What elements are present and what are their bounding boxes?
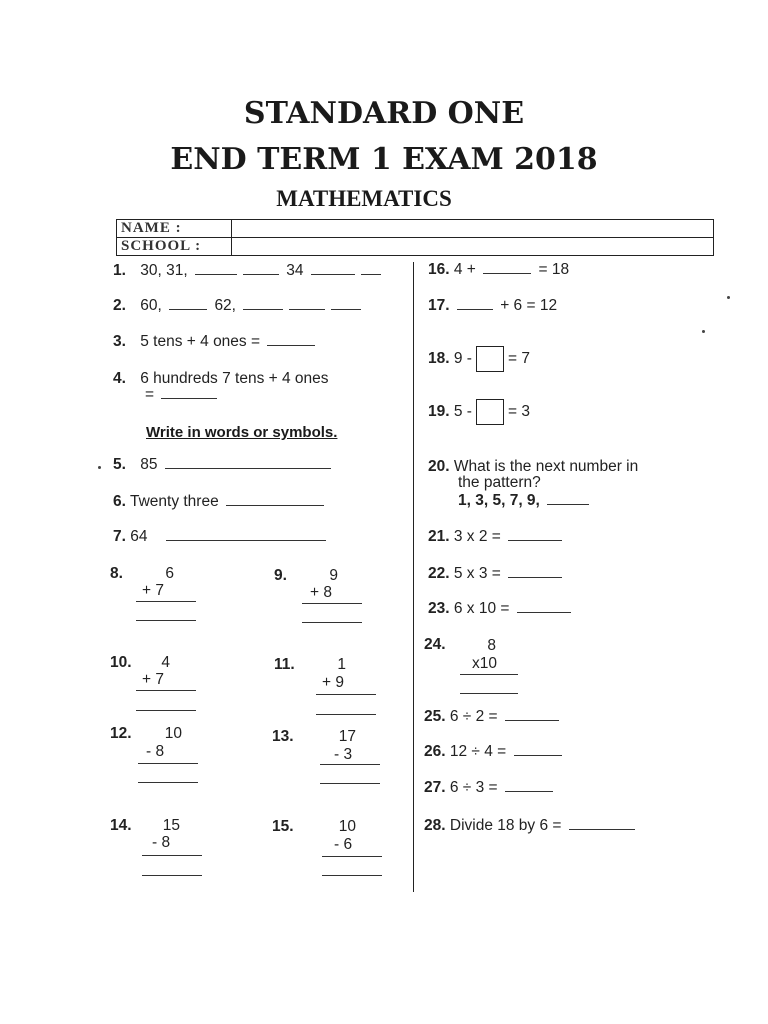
answer-blank[interactable] [161,386,217,399]
question-13-number: 13. [272,728,294,745]
question-10-bottom: + 7 [142,671,164,688]
question-23: 23. 6 x 10 = [428,600,574,618]
answer-line[interactable] [322,875,382,876]
sum-line [136,690,196,691]
answer-blank[interactable] [508,565,562,578]
sum-line [316,694,376,695]
question-28: 28. Divide 18 by 6 = [424,817,638,835]
question-15-top: 10 [338,818,356,835]
answer-blank[interactable] [195,262,237,275]
question-22: 22. 5 x 3 = [428,565,565,583]
question-14-top: 15 [162,817,180,834]
subject-title: MATHEMATICS [276,186,452,211]
answer-blank[interactable] [311,262,355,275]
question-20-pattern: 1, 3, 5, 7, 9, [458,492,592,510]
question-10-top: 4 [161,654,170,671]
school-label: SCHOOL : [117,238,232,256]
scan-speck [98,466,101,469]
answer-line[interactable] [136,710,196,711]
question-1: 1. 30, 31, 34 [113,262,384,280]
scan-speck [702,330,705,333]
answer-box[interactable] [476,346,504,372]
answer-blank[interactable] [289,297,325,310]
question-9-top: 9 [329,567,338,584]
answer-line[interactable] [460,693,518,694]
question-4-answer: = [145,386,220,404]
student-info-table [116,219,714,256]
answer-blank[interactable] [243,262,279,275]
sum-line [322,856,382,857]
sum-line [302,603,362,604]
answer-blank[interactable] [483,261,531,274]
question-19: 19. 5 - = 3 [428,399,530,425]
answer-line[interactable] [316,714,376,715]
answer-line[interactable] [320,783,380,784]
question-15-number: 15. [272,818,294,835]
answer-blank[interactable] [169,297,207,310]
question-14-number: 14. [110,817,132,834]
question-24-bottom: x10 [472,655,497,672]
question-26: 26. 12 ÷ 4 = [424,743,565,761]
question-11-number: 11. [274,656,295,673]
question-10-number: 10. [110,654,132,671]
sum-line [136,601,196,602]
answer-blank[interactable] [331,297,361,310]
question-9-number: 9. [274,567,287,584]
answer-blank[interactable] [505,779,553,792]
question-27: 27. 6 ÷ 3 = [424,779,556,797]
answer-line[interactable] [136,620,196,621]
title-line-2: END TERM 1 EXAM 2018 [170,142,598,177]
school-field[interactable] [232,238,714,256]
answer-line[interactable] [142,875,202,876]
question-3: 3. 5 tens + 4 ones = [113,333,318,351]
question-21: 21. 3 x 2 = [428,528,565,546]
question-11-top: 1 [337,656,346,673]
question-17: 17. + 6 = 12 [428,297,558,314]
title-line-1: STANDARD ONE [243,96,525,131]
question-2: 2. 60, 62, [113,297,364,315]
question-12-bottom: - 8 [146,743,165,760]
section-instruction: Write in words or symbols. [146,424,338,441]
question-7: 7. 64 [113,528,329,546]
answer-blank[interactable] [547,492,589,505]
question-13-top: 17 [338,728,356,745]
question-6: 6. Twenty three [113,493,327,511]
answer-blank[interactable] [508,528,562,541]
scan-speck [727,296,730,299]
answer-blank[interactable] [505,708,559,721]
question-9-bottom: + 8 [310,584,332,601]
answer-blank[interactable] [457,297,493,310]
answer-line[interactable] [302,622,362,623]
question-5: 5. 85 [113,456,334,474]
answer-blank[interactable] [267,333,315,346]
answer-blank[interactable] [165,456,331,469]
name-field[interactable] [232,220,714,238]
answer-blank[interactable] [166,528,326,541]
question-4: 4. 6 hundreds 7 tens + 4 ones [113,370,329,387]
name-label: NAME : [117,220,232,238]
sum-line [320,764,380,765]
question-12-top: 10 [164,725,182,742]
answer-blank[interactable] [243,297,283,310]
question-13-bottom: - 3 [334,746,353,763]
answer-blank[interactable] [226,493,324,506]
question-11-bottom: + 9 [322,674,344,691]
sum-line [142,855,202,856]
question-15-bottom: - 6 [334,836,353,853]
answer-blank[interactable] [569,817,635,830]
question-16: 16. 4 + = 18 [428,261,570,278]
sum-line [138,763,198,764]
question-14-bottom: - 8 [152,834,171,851]
answer-blank[interactable] [517,600,571,613]
question-20: 20. What is the next number in [428,458,639,475]
question-18: 18. 9 - = 7 [428,346,530,372]
question-20-line-2: the pattern? [458,474,541,491]
column-divider [413,262,414,892]
question-12-number: 12. [110,725,132,742]
question-24-number: 24. [424,636,446,653]
answer-blank[interactable] [514,743,562,756]
answer-blank[interactable] [361,262,381,275]
answer-line[interactable] [138,782,198,783]
question-25: 25. 6 ÷ 2 = [424,708,562,726]
question-24-top: 8 [487,637,496,654]
question-8-top: 6 [165,565,174,582]
product-line [460,674,518,675]
question-8-number: 8. [110,565,123,582]
answer-box[interactable] [476,399,504,425]
question-8-bottom: + 7 [142,582,164,599]
